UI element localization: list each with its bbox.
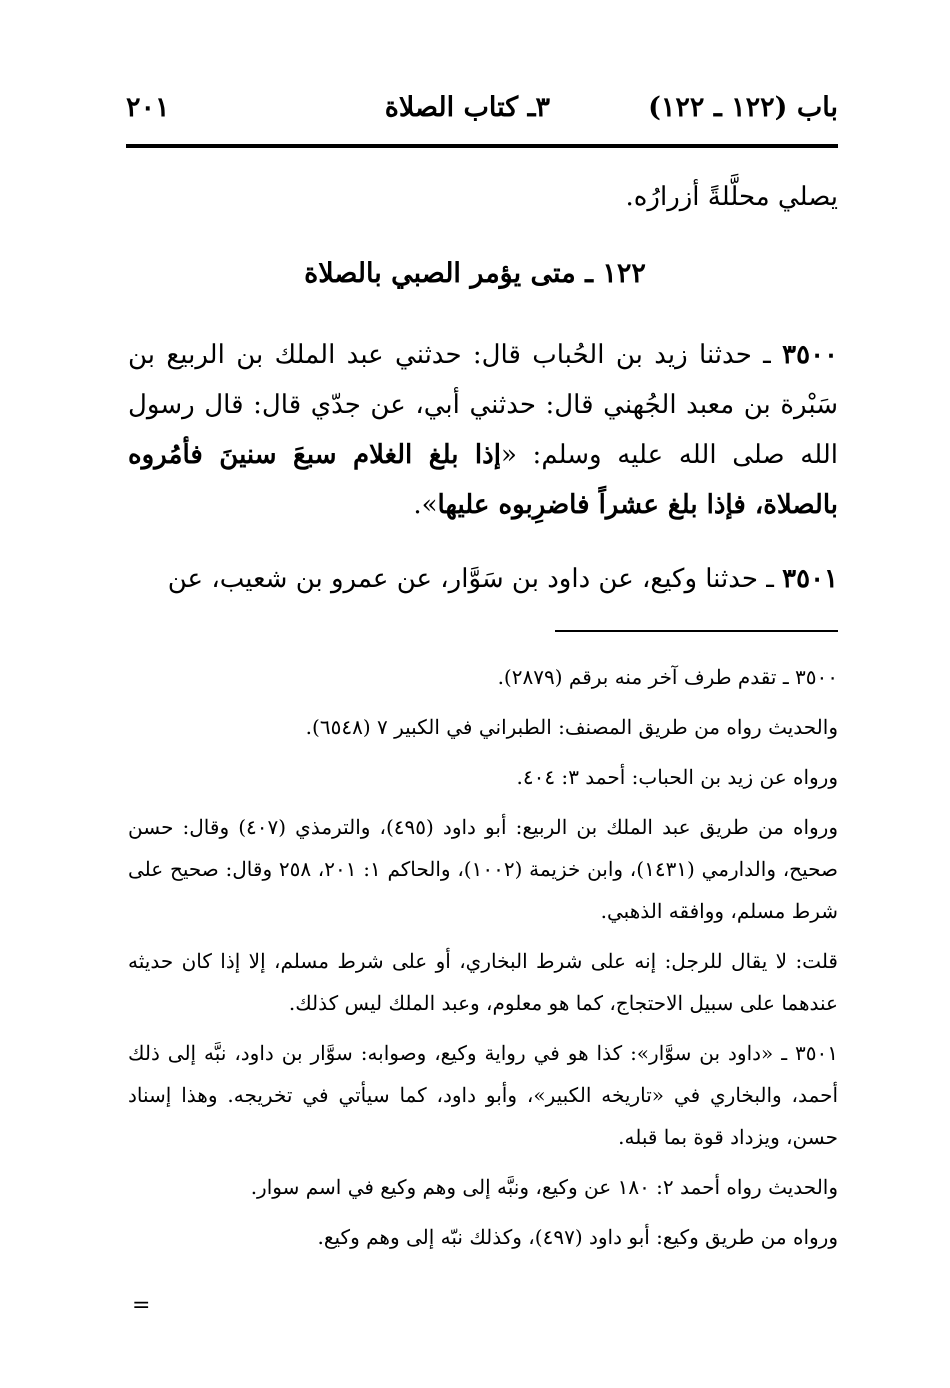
hadith-3500 [128, 330, 838, 530]
book-title: ٣ـ كتاب الصلاة [384, 92, 550, 123]
hadith-matn: إذا بلغ الغلام سبعَ سنينَ فأمُروه بالصلاة، فإذا بلغ عشراً فاضرِبوه عليها [128, 440, 838, 520]
footnote: ورواه من طريق عبد الملك بن الربيع: أبو داود (٤٩٥)، والترمذي (٤٠٧) وقال: حسن صحيح، والدارمي (١٤٣١)، وابن خزيمة (١٠٠٢)، والحاكم ١: ٢٠١، ٢٥٨ وقال: صحيح على شرط مسلم، ووافقه الذهبي. [128, 815, 839, 923]
page-number: ٢٠١ [126, 92, 170, 123]
footnote: ورواه من طريق وكيع: أبو داود (٤٩٧)، وكذلك نبّه إلى وهم وكيع. [317, 1225, 838, 1249]
hadith-text: ـ حدثنا زيد بن الحُباب قال: حدثني عبد الملك بن الربيع بن سَبْرة بن معبد الجُهني قال: حدثني أبي، عن جدّي قال: قال رسول الله صلى الله عليه وسلم: « [128, 340, 838, 470]
intro-line: يصلي محلَّلةً أزرارُه. [625, 182, 838, 212]
footnote: ٣٥٠١ ـ «داود بن سوَّار»: كذا هو في رواية وكيع، وصوابه: سوَّار بن داود، نبَّه إلى ذلك أحمد، والبخاري في «تاريخه الكبير»، وأبو داود، كما سيأتي في تخريجه. وهذا إسناد حسن، ويزداد قوة بما قبله. [128, 1041, 838, 1149]
chapter-heading: ١٢٢ ـ متى يؤمر الصبي بالصلاة [304, 258, 646, 289]
header-rule [126, 144, 838, 148]
hadith-number: ٣٥٠١ [782, 564, 838, 594]
footnote: ٣٥٠٠ ـ تقدم طرف آخر منه برقم (٢٨٧٩). [497, 665, 838, 689]
footnote: ورواه عن زيد بن الحباب: أحمد ٣: ٤٠٤. [516, 765, 838, 789]
running-header [126, 92, 838, 132]
footnote: والحديث رواه من طريق المصنف: الطبراني في الكبير ٧ (٦٥٤٨). [305, 715, 838, 739]
footnote: قلت: لا يقال للرجل: إنه على شرط البخاري، أو على شرط مسلم، إلا إذا كان حديثه عندهما على سبيل الاحتجاج، كما هو معلوم، وعبد الملك ليس كذلك. [128, 949, 838, 1015]
chapter-range: باب (١٢٢ ـ ١٢٢) [648, 92, 838, 123]
hadith-text: ـ حدثنا وكيع، عن داود بن سَوَّار، عن عمرو بن شعيب، عن [167, 564, 783, 594]
footnotes [128, 656, 838, 1266]
hadith-3501 [128, 554, 838, 604]
footnote-separator [555, 630, 838, 632]
hadith-number: ٣٥٠٠ [782, 340, 838, 370]
footnote: والحديث رواه أحمد ٢: ١٨٠ عن وكيع، ونبَّه إلى وهم وكيع في اسم سوار. [250, 1175, 838, 1199]
hadith-text-end: ». [413, 490, 438, 520]
continuation-mark: = [132, 1293, 151, 1318]
